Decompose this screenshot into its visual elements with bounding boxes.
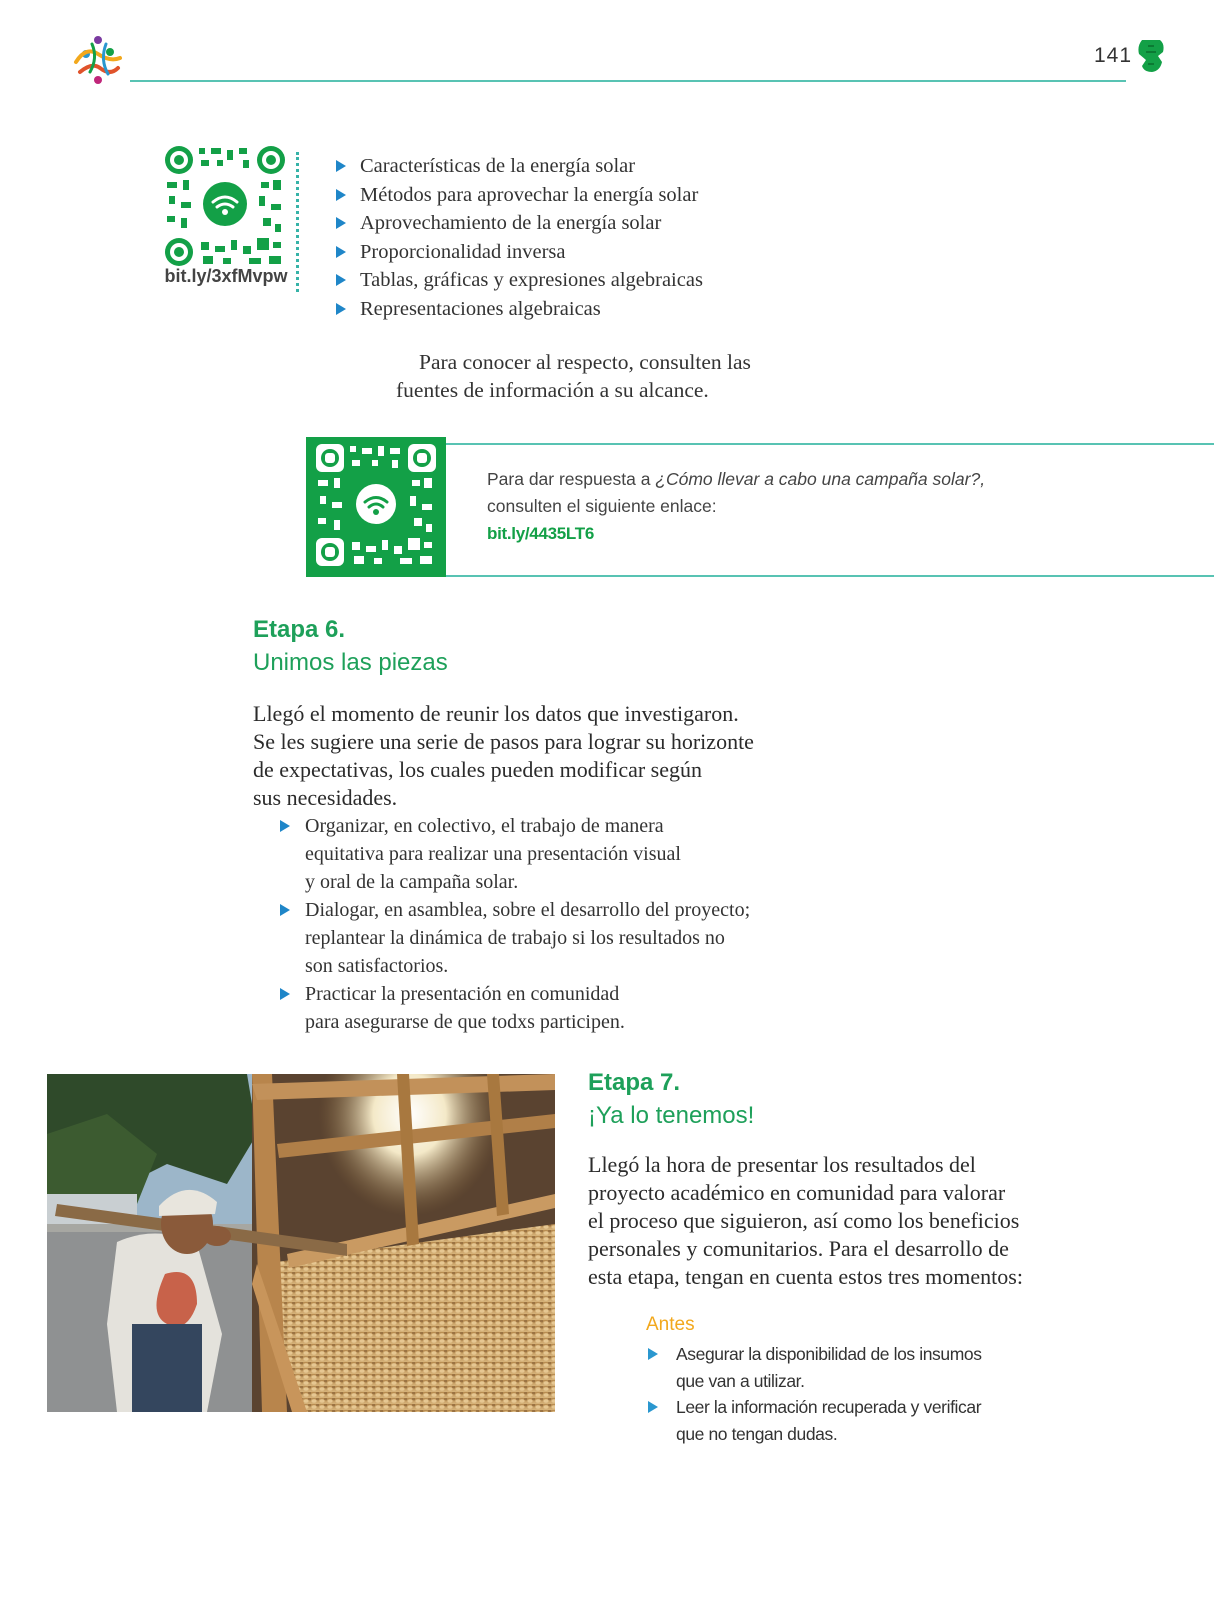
stage7-label: Etapa 7. <box>588 1069 681 1096</box>
list-item: Dialogar, en asamblea, sobre el desarrollo del proyecto; replantear la dinámica de trabajo si los resultados no son satisfactorios. <box>280 896 780 980</box>
list-item: Organizar, en colectivo, el trabajo de manera equitativa para realizar una presentación visual y oral de la campaña solar. <box>280 812 780 896</box>
list-item: Proporcionalidad inversa <box>336 238 703 267</box>
list-item: Características de la energía solar <box>336 152 703 181</box>
list-item: Aprovechamiento de la energía solar <box>336 209 703 238</box>
coffee-drying-photo <box>47 1074 555 1412</box>
topics-list <box>336 152 703 323</box>
link-instructions: Para dar respuesta a ¿Cómo llevar a cabo una campaña solar?, consulten el siguiente enlace: bit.ly/4435LT6 <box>487 466 1067 547</box>
bullet-triangle-icon <box>648 1348 658 1360</box>
bullet-triangle-icon <box>280 820 290 832</box>
list-item: Practicar la presentación en comunidad para asegurarse de que todxs participen. <box>280 980 780 1036</box>
list-item: Leer la información recuperada y verificar que no tengan dudas. <box>648 1394 1008 1447</box>
stage6-label: Etapa 6. <box>253 616 346 643</box>
link-url[interactable]: bit.ly/4435LT6 <box>487 524 594 543</box>
bullet-triangle-icon <box>648 1401 658 1413</box>
bullet-triangle-icon <box>336 303 346 315</box>
consult-text: Para conocer al respecto, consulten las fuentes de información a su alcance. <box>396 350 751 402</box>
dotted-divider <box>296 152 299 292</box>
stage6-paragraph: Llegó el momento de reunir los datos que investigaron. Se les sugiere una serie de pasos para lograr su horizonte de expectativas, los cuales pueden modificar según sus necesidades. <box>253 701 754 810</box>
bullet-triangle-icon <box>336 274 346 286</box>
stage6-heading <box>253 613 448 679</box>
list-item: Tablas, gráficas y expresiones algebraicas <box>336 266 703 295</box>
list-item: Métodos para aprovechar la energía solar <box>336 181 703 210</box>
stage6-subtitle: Unimos las piezas <box>253 649 448 676</box>
qr-code-icon[interactable] <box>316 444 436 566</box>
stage7-subtitle: ¡Ya lo tenemos! <box>588 1102 755 1129</box>
list-item: Representaciones algebraicas <box>336 295 703 324</box>
stage7-heading <box>588 1066 754 1132</box>
antes-heading: Antes <box>646 1314 695 1335</box>
qr-caption-link[interactable]: bit.ly/3xfMvpw <box>164 266 288 286</box>
qr-code-icon[interactable] <box>165 146 285 266</box>
page-number: 141 <box>1094 44 1133 67</box>
stage6-steps <box>280 812 780 1036</box>
bullet-triangle-icon <box>280 988 290 1000</box>
list-item: Asegurar la disponibilidad de los insumos que van a utilizar. <box>648 1341 1008 1394</box>
bullet-triangle-icon <box>336 189 346 201</box>
stage7-paragraph: Llegó la hora de presentar los resultados del proyecto académico en comunidad para valorar el proceso que siguieron, así como los beneficios personales y comunitarios. Para el desarrollo de esta etapa, tengan en cuenta estos tres momentos: <box>588 1152 1023 1289</box>
logo-icon <box>70 32 126 88</box>
bullet-triangle-icon <box>336 246 346 258</box>
bullet-triangle-icon <box>280 904 290 916</box>
header-rule <box>130 80 1126 82</box>
page-corner-icon <box>1136 38 1166 74</box>
bullet-triangle-icon <box>336 217 346 229</box>
antes-list <box>648 1341 1008 1447</box>
bullet-triangle-icon <box>336 160 346 172</box>
